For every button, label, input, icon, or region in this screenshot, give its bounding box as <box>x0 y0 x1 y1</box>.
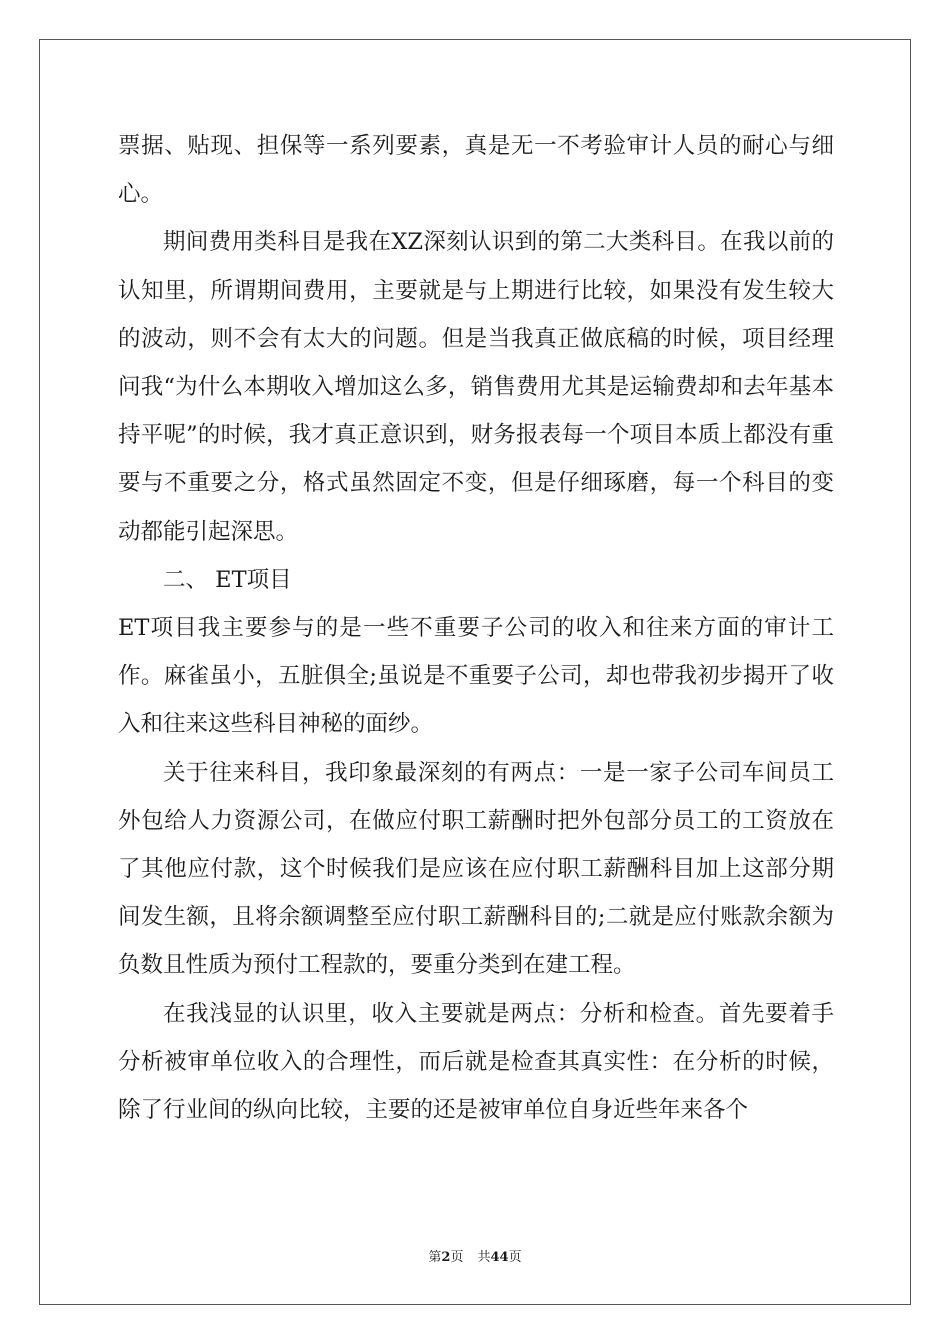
paragraph-2: 期间费用类科目是我在XZ深刻认识到的第二大类科目。在我以前的认知里，所谓期间费用，主要就是与上期进行比较，如果没有发生较大的波动，则不会有太大的问题。但是当我真正做底稿的时候，项目经理问我“为什么本期收入增加这么多，销售费用尤其是运输费却和去年基本持平呢”的时候，我才真正意识到，财务报表每一个项目本质上都没有重要与不重要之分，格式虽然固定不变，但是仔细琢磨，每一个科目的变动都能引起深思。 <box>118 229 834 545</box>
total-suffix: 页 <box>508 1250 522 1265</box>
page-footer <box>0 1246 950 1265</box>
paragraph-3: ET项目我主要参与的是一些不重要子公司的收入和往来方面的审计工作。麻雀虽小，五脏俱全;虽说是不重要子公司，却也带我初步揭开了收入和往来这些科目神秘的面纱。 <box>118 615 834 738</box>
page-number: 2 <box>441 1250 451 1265</box>
page-prefix: 第 <box>428 1250 442 1265</box>
document-body <box>118 122 834 1134</box>
section-heading-et-project: 二、 ET项目 <box>163 566 292 593</box>
paragraph-1: 票据、贴现、担保等一系列要素，真是无一不考验审计人员的耐心与细心。 <box>118 133 834 208</box>
total-pages: 44 <box>490 1250 509 1265</box>
total-prefix: 共 <box>477 1250 491 1265</box>
page-suffix: 页 <box>450 1250 464 1265</box>
paragraph-4: 关于往来科目，我印象最深刻的有两点：一是一家子公司车间员工外包给人力资源公司，在做应付职工薪酬时把外包部分员工的工资放在了其他应付款，这个时候我们是应该在应付职工薪酬科目加上这部分期间发生额，且将余额调整至应付职工薪酬科目的;二就是应付账款余额为负数且性质为预付工程款的，要重分类到在建工程。 <box>118 759 834 979</box>
paragraph-5: 在我浅显的认识里，收入主要就是两点：分析和检查。首先要着手分析被审单位收入的合理性，而后就是检查其真实性：在分析的时候，除了行业间的纵向比较，主要的还是被审单位自身近些年来各个 <box>118 1000 834 1124</box>
